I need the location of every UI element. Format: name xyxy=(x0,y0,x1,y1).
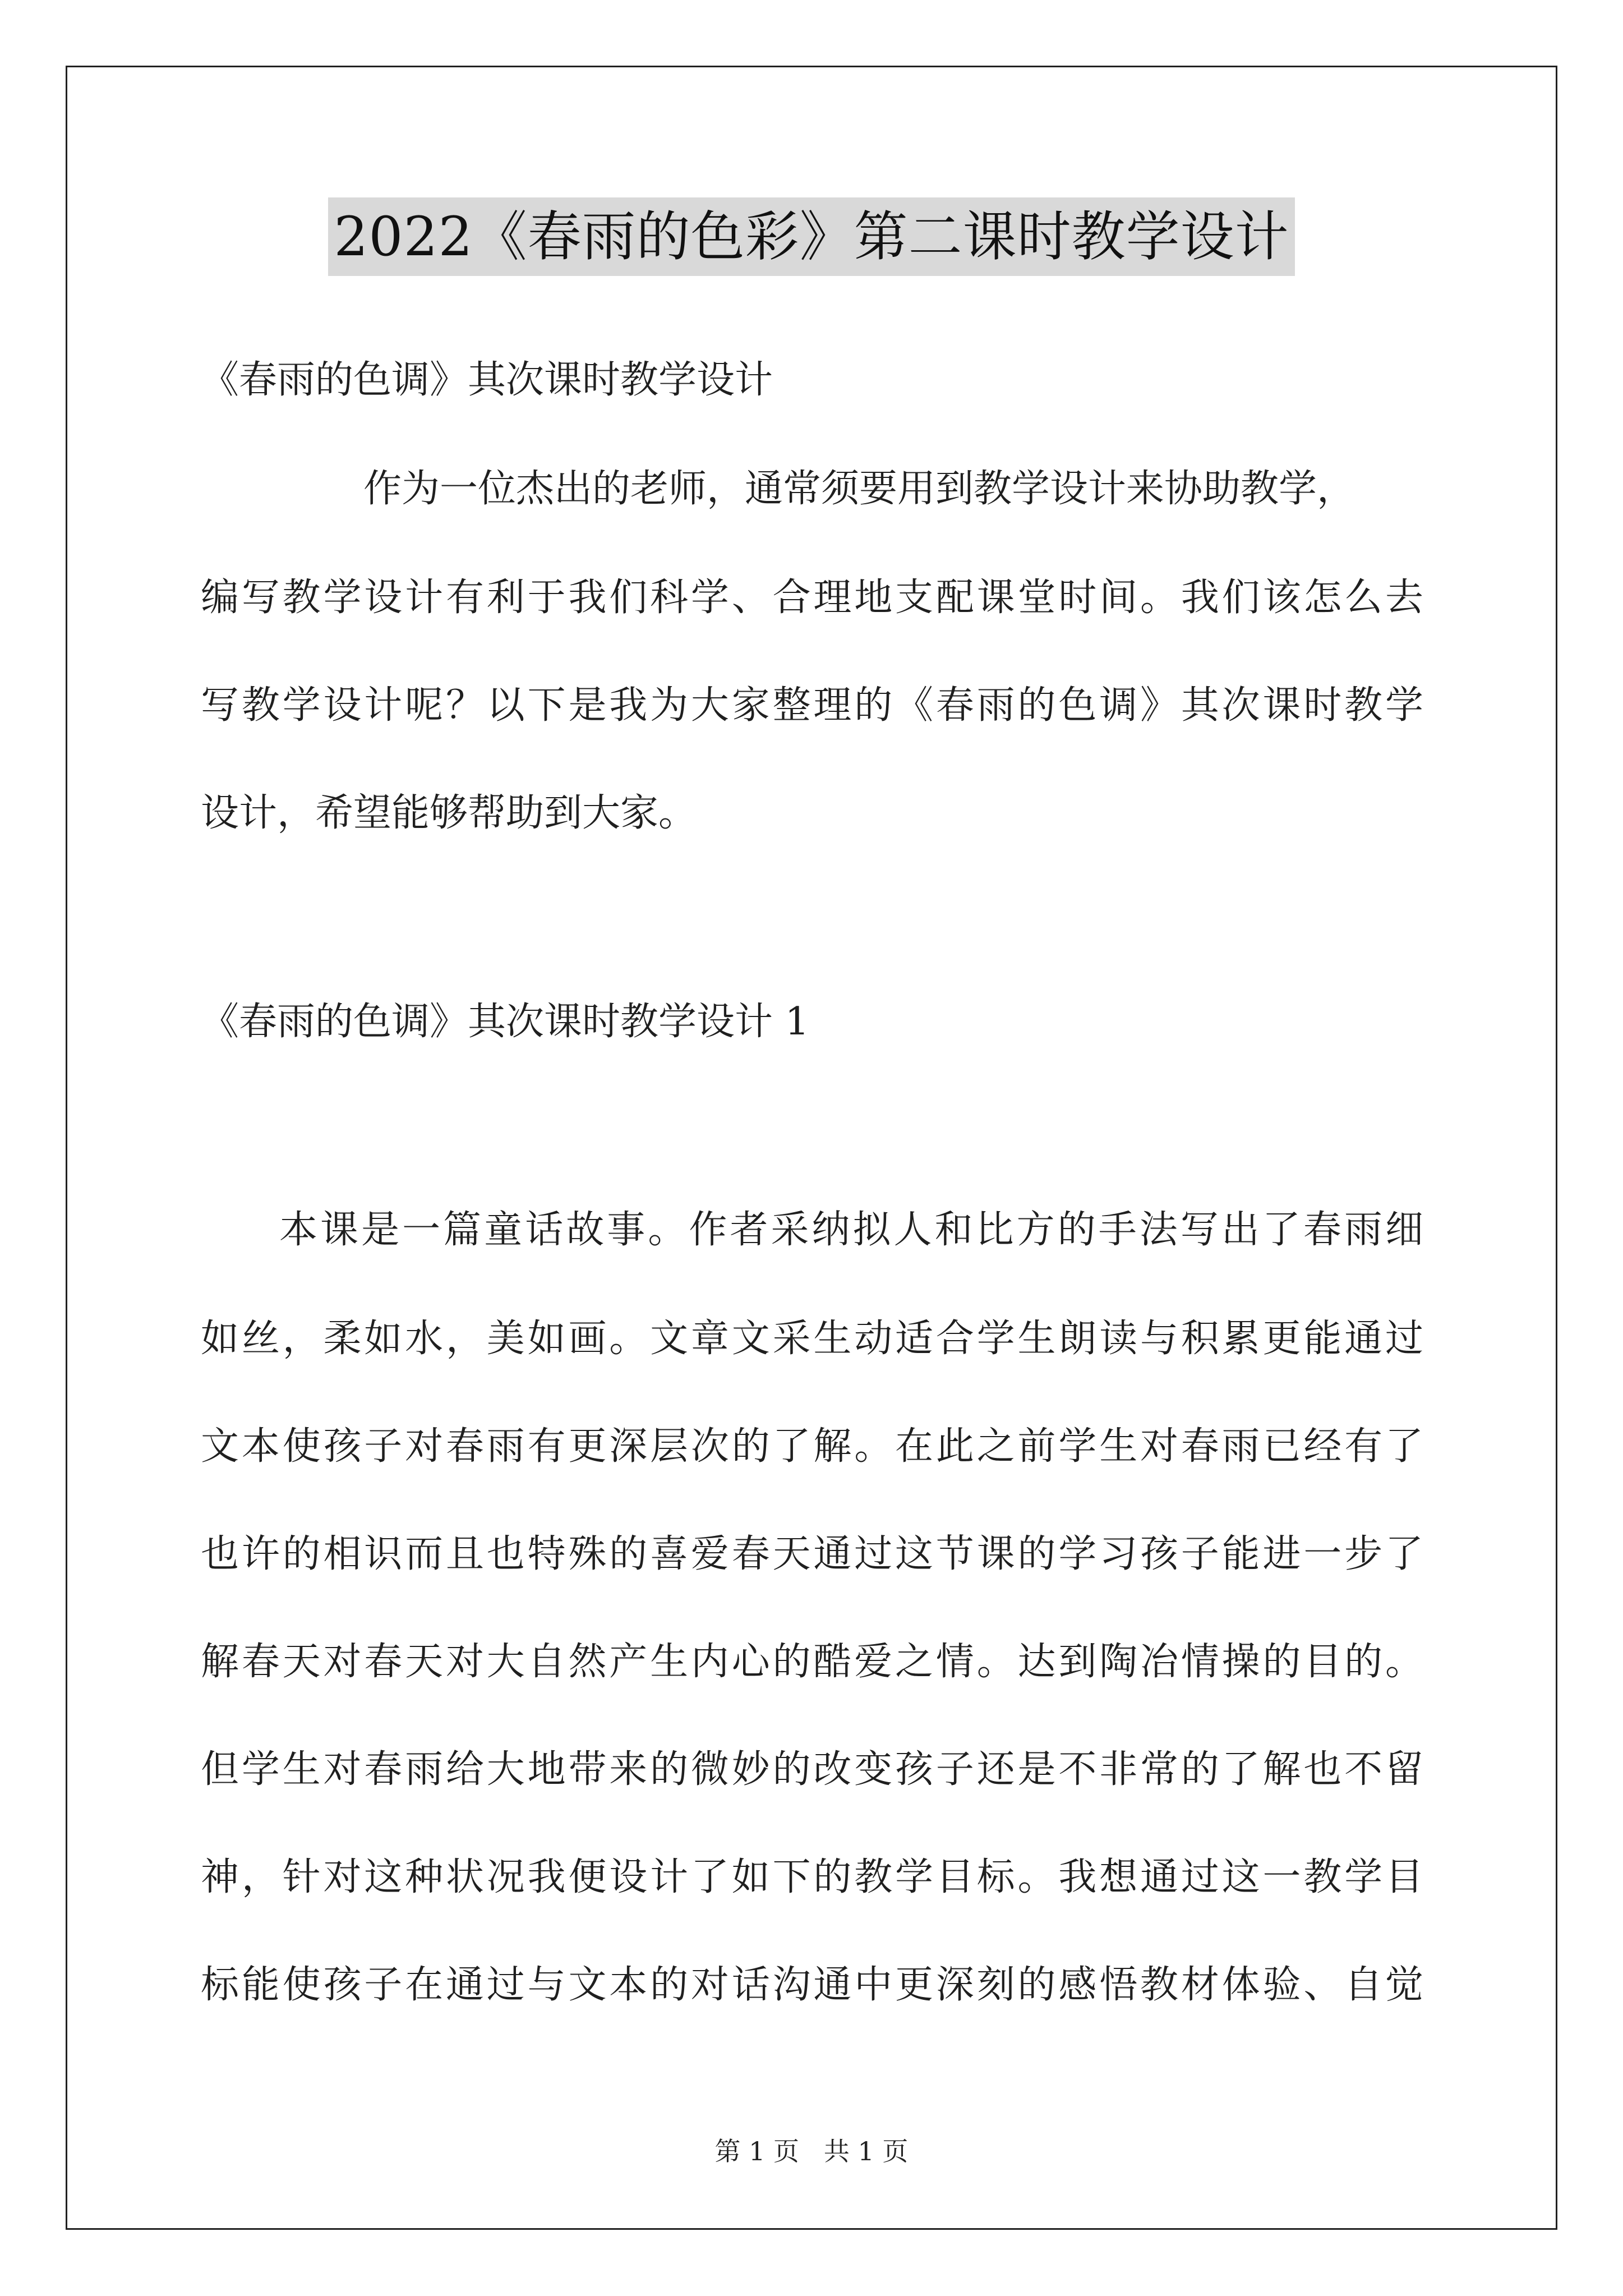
title-container xyxy=(0,197,1623,276)
body-line-2: 如丝，柔如水，美如画。文章文采生动适合学生朗读与积累更能通过 xyxy=(201,1317,1423,1361)
body-line-7: 神，针对这种状况我便设计了如下的教学目标。我想通过这一教学目 xyxy=(201,1855,1423,1899)
body-line-4: 也许的相识而且也特殊的喜爱春天通过这节课的学习孩子能进一步了 xyxy=(201,1532,1423,1576)
section-heading: 《春雨的色调》其次课时教学设计 1 xyxy=(201,1000,809,1044)
intro-line-1: 作为一位杰出的老师，通常须要用到教学设计来协助教学， xyxy=(363,467,1355,511)
intro-line-4: 设计，希望能够帮助到大家。 xyxy=(201,791,697,835)
document-subtitle: 《春雨的色调》其次课时教学设计 xyxy=(201,358,773,402)
document-title: 2022《春雨的色彩》第二课时教学设计 xyxy=(328,197,1294,276)
body-line-8: 标能使孩子在通过与文本的对话沟通中更深刻的感悟教材体验、自觉 xyxy=(201,1963,1423,2007)
body-line-3: 文本使孩子对春雨有更深层次的了解。在此之前学生对春雨已经有了 xyxy=(201,1424,1423,1469)
intro-line-2: 编写教学设计有利于我们科学、合理地支配课堂时间。我们该怎么去 xyxy=(201,576,1423,620)
body-line-5: 解春天对春天对大自然产生内心的酷爱之情。达到陶冶情操的目的。 xyxy=(201,1640,1423,1684)
page-footer: 第 1 页 共 1 页 xyxy=(714,2136,909,2166)
body-line-6: 但学生对春雨给大地带来的微妙的改变孩子还是不非常的了解也不留 xyxy=(201,1747,1423,1792)
intro-line-3: 写教学设计呢？以下是我为大家整理的《春雨的色调》其次课时教学 xyxy=(201,683,1423,728)
body-line-1: 本课是一篇童话故事。作者采纳拟人和比方的手法写出了春雨细 xyxy=(279,1208,1423,1252)
